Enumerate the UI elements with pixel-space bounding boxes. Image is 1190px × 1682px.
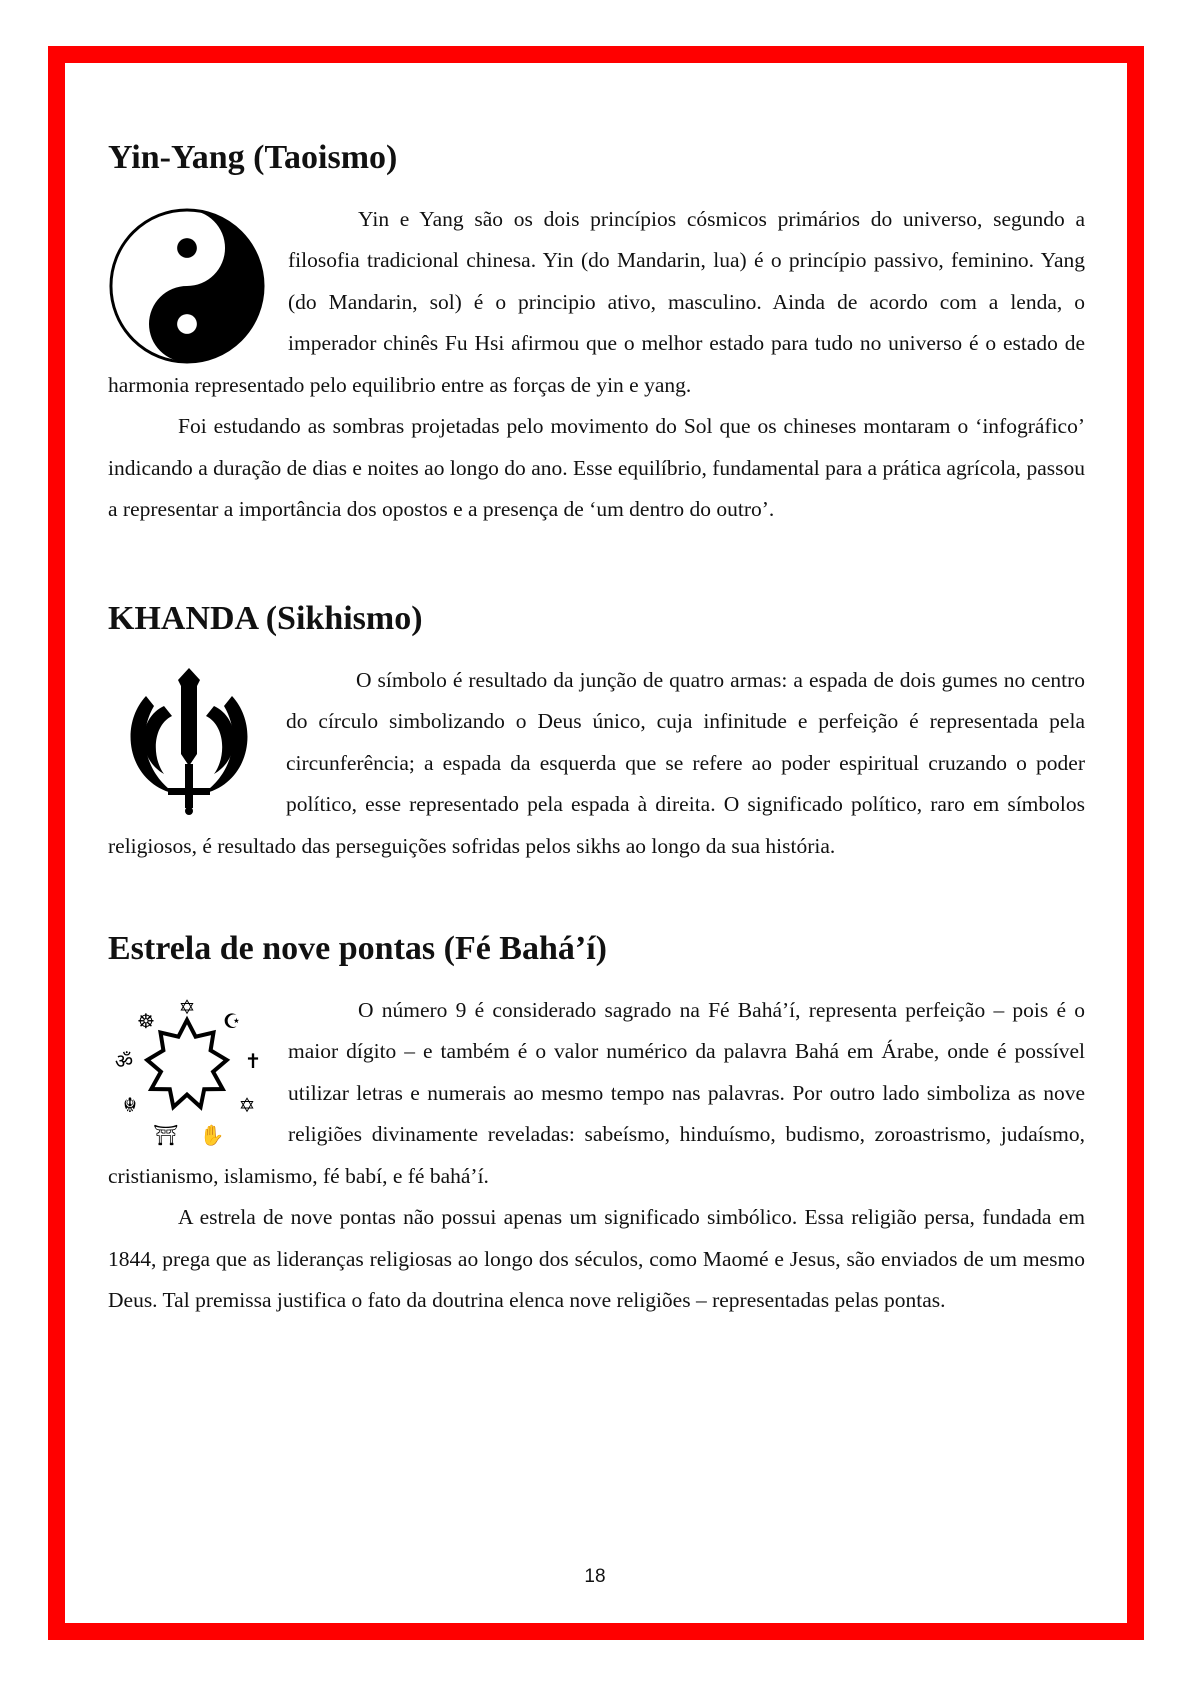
svg-text:✋: ✋ bbox=[199, 1122, 225, 1147]
paragraph: A estrela de nove pontas não possui apenas um significado simbólico. Essa religião persa, fundada em 1844, prega que as lideranças religiosas ao longo dos séculos, como Maomé e Jesus, são enviados de um mesmo Deus. Tal premissa justifica o fato da doutrina elenca nove religiões – representadas pelas pontas. bbox=[108, 1205, 1085, 1313]
section-nine-pointed-star bbox=[108, 929, 1085, 1322]
paragraph: Foi estudando as sombras projetadas pelo movimento do Sol que os chineses montaram o ‘infográfico’ indicando a duração de dias e noites ao longo do ano. Esse equilíbrio, fundamental para a prática agrícola, passou a representar a importância dos opostos e a presença de ‘um dentro do outro’. bbox=[108, 414, 1085, 522]
paragraph: Yin e Yang são os dois princípios cósmicos primários do universo, segundo a filosofia tradicional chinesa. Yin (do Mandarin, lua) é o princípio passivo, feminino. Yang (do Mandarin, sol) é o principio ativo, masculino. Ainda de acordo com a lenda, o imperador chinês Fu Hsi afirmou que o melhor estado para tudo no universo é o estado de harmonia representado pelo equilibrio entre as forças de yin e yang. bbox=[108, 206, 1085, 397]
svg-text:☬: ☬ bbox=[122, 1092, 138, 1117]
paragraph: O símbolo é resultado da junção de quatro armas: a espada de dois gumes no centro do círculo simbolizando o Deus único, cuja infinitude e perfeição é representada pela circunferência; a espada da esquerda que se refere ao poder espiritual cruzando o poder político, esse representado pela espada à direita. O significado político, raro em símbolos religiosos, é resultado das perseguições sofridas pelos sikhs ao longo da sua história. bbox=[108, 667, 1085, 858]
svg-text:✡: ✡ bbox=[238, 1092, 256, 1117]
section-khanda bbox=[108, 599, 1085, 867]
yin-yang-icon bbox=[108, 207, 266, 365]
section-title: Estrela de nove pontas (Fé Bahá’í) bbox=[108, 930, 607, 968]
section-title: KHANDA (Sikhismo) bbox=[108, 599, 423, 637]
nine-pointed-star-icon bbox=[108, 994, 266, 1152]
section-title: Yin-Yang (Taoismo) bbox=[108, 139, 398, 176]
page-number: 18 bbox=[584, 1566, 606, 1587]
svg-text:☸: ☸ bbox=[137, 1008, 155, 1033]
svg-text:✝: ✝ bbox=[244, 1048, 262, 1073]
page-content bbox=[108, 138, 1085, 1322]
paragraph: O número 9 é considerado sagrado na Fé Bahá’í, representa perfeição – pois é o maior dígito – e também é o valor numérico da palavra Bahá em Árabe, onde é possível utilizar letras e numerais ao mesmo tempo nas palavras. Por outro lado simboliza as nove religiões divinamente reveladas: sabeísmo, hinduísmo, budismo, zoroastrismo, judaísmo, cristianismo, islamismo, fé babí, e fé bahá’í. bbox=[108, 997, 1085, 1188]
khanda-icon bbox=[124, 666, 254, 816]
svg-text:☪: ☪ bbox=[223, 1008, 241, 1033]
section-yin-yang bbox=[108, 138, 1085, 531]
svg-text:✡: ✡ bbox=[178, 994, 196, 1019]
svg-text:ॐ: ॐ bbox=[114, 1048, 134, 1073]
svg-text:⛩: ⛩ bbox=[153, 1122, 179, 1147]
